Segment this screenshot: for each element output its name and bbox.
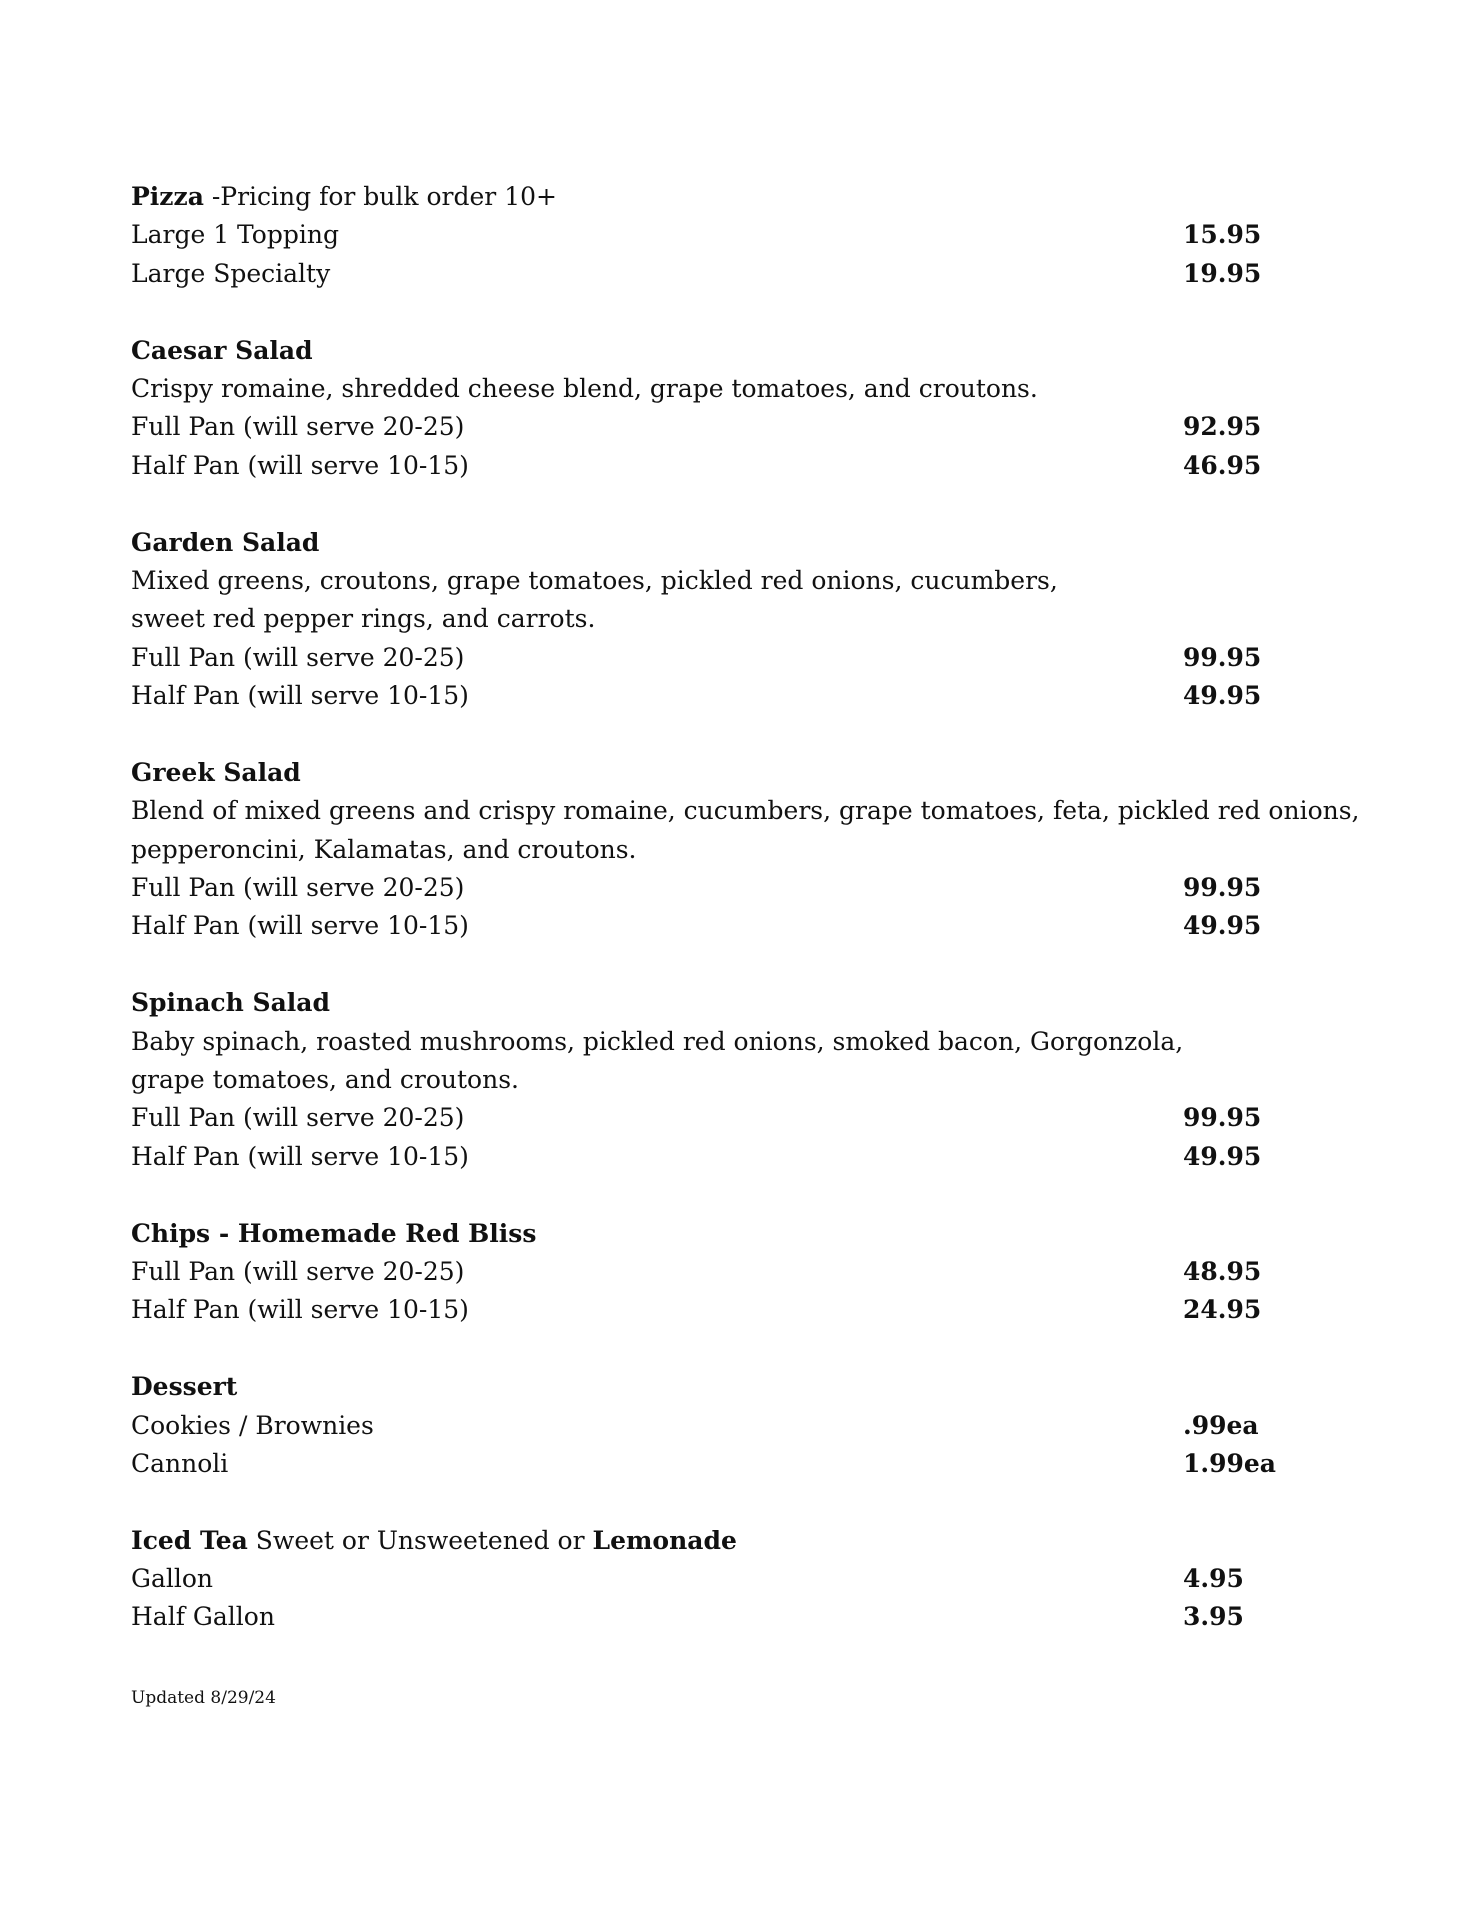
item-label: Half Pan (will serve 10-15)	[131, 1141, 469, 1171]
menu-item-row	[131, 1253, 1331, 1291]
section-spacer	[131, 1330, 1331, 1368]
drinks-heading	[131, 1522, 1331, 1560]
item-price: 24.95	[1183, 1295, 1262, 1325]
item-price: 49.95	[1183, 911, 1262, 941]
dessert-title: Dessert	[131, 1372, 238, 1402]
item-price: 48.95	[1183, 1256, 1262, 1286]
menu-item-row	[131, 447, 1331, 485]
menu-page	[131, 178, 1360, 1637]
item-label: Half Pan (will serve 10-15)	[131, 681, 469, 711]
chips-title: Chips - Homemade Red Bliss	[131, 1218, 537, 1248]
section-spacer	[131, 485, 1331, 523]
section-spacer	[131, 715, 1331, 753]
menu-item-row	[131, 677, 1331, 715]
greek-salad-description: pepperoncini, Kalamatas, and croutons.	[131, 834, 637, 864]
menu-item-row	[131, 1445, 1331, 1483]
item-price: 15.95	[1183, 220, 1262, 250]
menu-item-row	[131, 907, 1331, 945]
drinks-options: Sweet or Unsweetened or	[247, 1525, 593, 1555]
item-label: Half Pan (will serve 10-15)	[131, 911, 469, 941]
item-price: .99ea	[1183, 1410, 1259, 1440]
item-label: Full Pan (will serve 20-25)	[131, 873, 465, 903]
section-spacer	[131, 946, 1331, 984]
item-label: Cookies / Brownies	[131, 1410, 374, 1440]
menu-item-row	[131, 1598, 1331, 1636]
section-spacer	[131, 1176, 1331, 1214]
garden-salad-title: Garden Salad	[131, 527, 320, 557]
menu-item-row	[131, 1291, 1331, 1329]
spinach-salad-title: Spinach Salad	[131, 988, 330, 1018]
item-label: Large 1 Topping	[131, 220, 339, 250]
item-label: Full Pan (will serve 20-25)	[131, 642, 465, 672]
menu-item-row	[131, 1099, 1331, 1137]
item-label: Large Specialty	[131, 258, 331, 288]
iced-tea-title: Iced Tea	[131, 1525, 248, 1555]
menu-item-row	[131, 869, 1331, 907]
greek-salad-title: Greek Salad	[131, 757, 301, 787]
menu-item-row	[131, 1407, 1331, 1445]
menu-item-row	[131, 216, 1331, 254]
menu-item-row	[131, 255, 1331, 293]
item-price: 49.95	[1183, 1141, 1262, 1171]
menu-item-row	[131, 1560, 1331, 1598]
menu-item-row	[131, 639, 1331, 677]
caesar-salad-title: Caesar Salad	[131, 335, 313, 365]
item-label: Half Pan (will serve 10-15)	[131, 1295, 469, 1325]
updated-date: Updated 8/29/24	[131, 1688, 276, 1708]
lemonade-title: Lemonade	[592, 1525, 737, 1555]
pizza-note: -Pricing for bulk order 10+	[203, 182, 557, 211]
pizza-title: Pizza	[131, 182, 204, 211]
item-price: 99.95	[1183, 642, 1262, 672]
item-price: 1.99ea	[1183, 1448, 1276, 1478]
item-price: 4.95	[1183, 1564, 1244, 1594]
item-label: Gallon	[131, 1564, 214, 1594]
item-price: 49.95	[1183, 681, 1262, 711]
item-price: 92.95	[1183, 412, 1262, 442]
greek-salad-description: Blend of mixed greens and crispy romaine, cucumbers, grape tomatoes, feta, pickled red onions,	[131, 796, 1360, 826]
spinach-salad-description: Baby spinach, roasted mushrooms, pickled red onions, smoked bacon, Gorgonzola,	[131, 1026, 1184, 1056]
item-label: Half Gallon	[131, 1602, 275, 1632]
section-spacer	[131, 293, 1331, 331]
pizza-heading	[131, 178, 1331, 216]
spinach-salad-description: grape tomatoes, and croutons.	[131, 1064, 519, 1094]
item-label: Cannoli	[131, 1448, 229, 1478]
item-label: Full Pan (will serve 20-25)	[131, 1103, 465, 1133]
item-price: 3.95	[1183, 1602, 1244, 1632]
item-price: 99.95	[1183, 1103, 1262, 1133]
item-price: 19.95	[1183, 258, 1262, 288]
garden-salad-description: Mixed greens, croutons, grape tomatoes, pickled red onions, cucumbers,	[131, 565, 1058, 595]
item-label: Full Pan (will serve 20-25)	[131, 1256, 465, 1286]
garden-salad-description: sweet red pepper rings, and carrots.	[131, 604, 596, 634]
caesar-salad-description: Crispy romaine, shredded cheese blend, grape tomatoes, and croutons.	[131, 373, 1038, 403]
item-price: 99.95	[1183, 873, 1262, 903]
menu-item-row	[131, 408, 1331, 446]
section-spacer	[131, 1483, 1331, 1521]
item-price: 46.95	[1183, 450, 1262, 480]
item-label: Half Pan (will serve 10-15)	[131, 450, 469, 480]
item-label: Full Pan (will serve 20-25)	[131, 412, 465, 442]
menu-item-row	[131, 1138, 1331, 1176]
